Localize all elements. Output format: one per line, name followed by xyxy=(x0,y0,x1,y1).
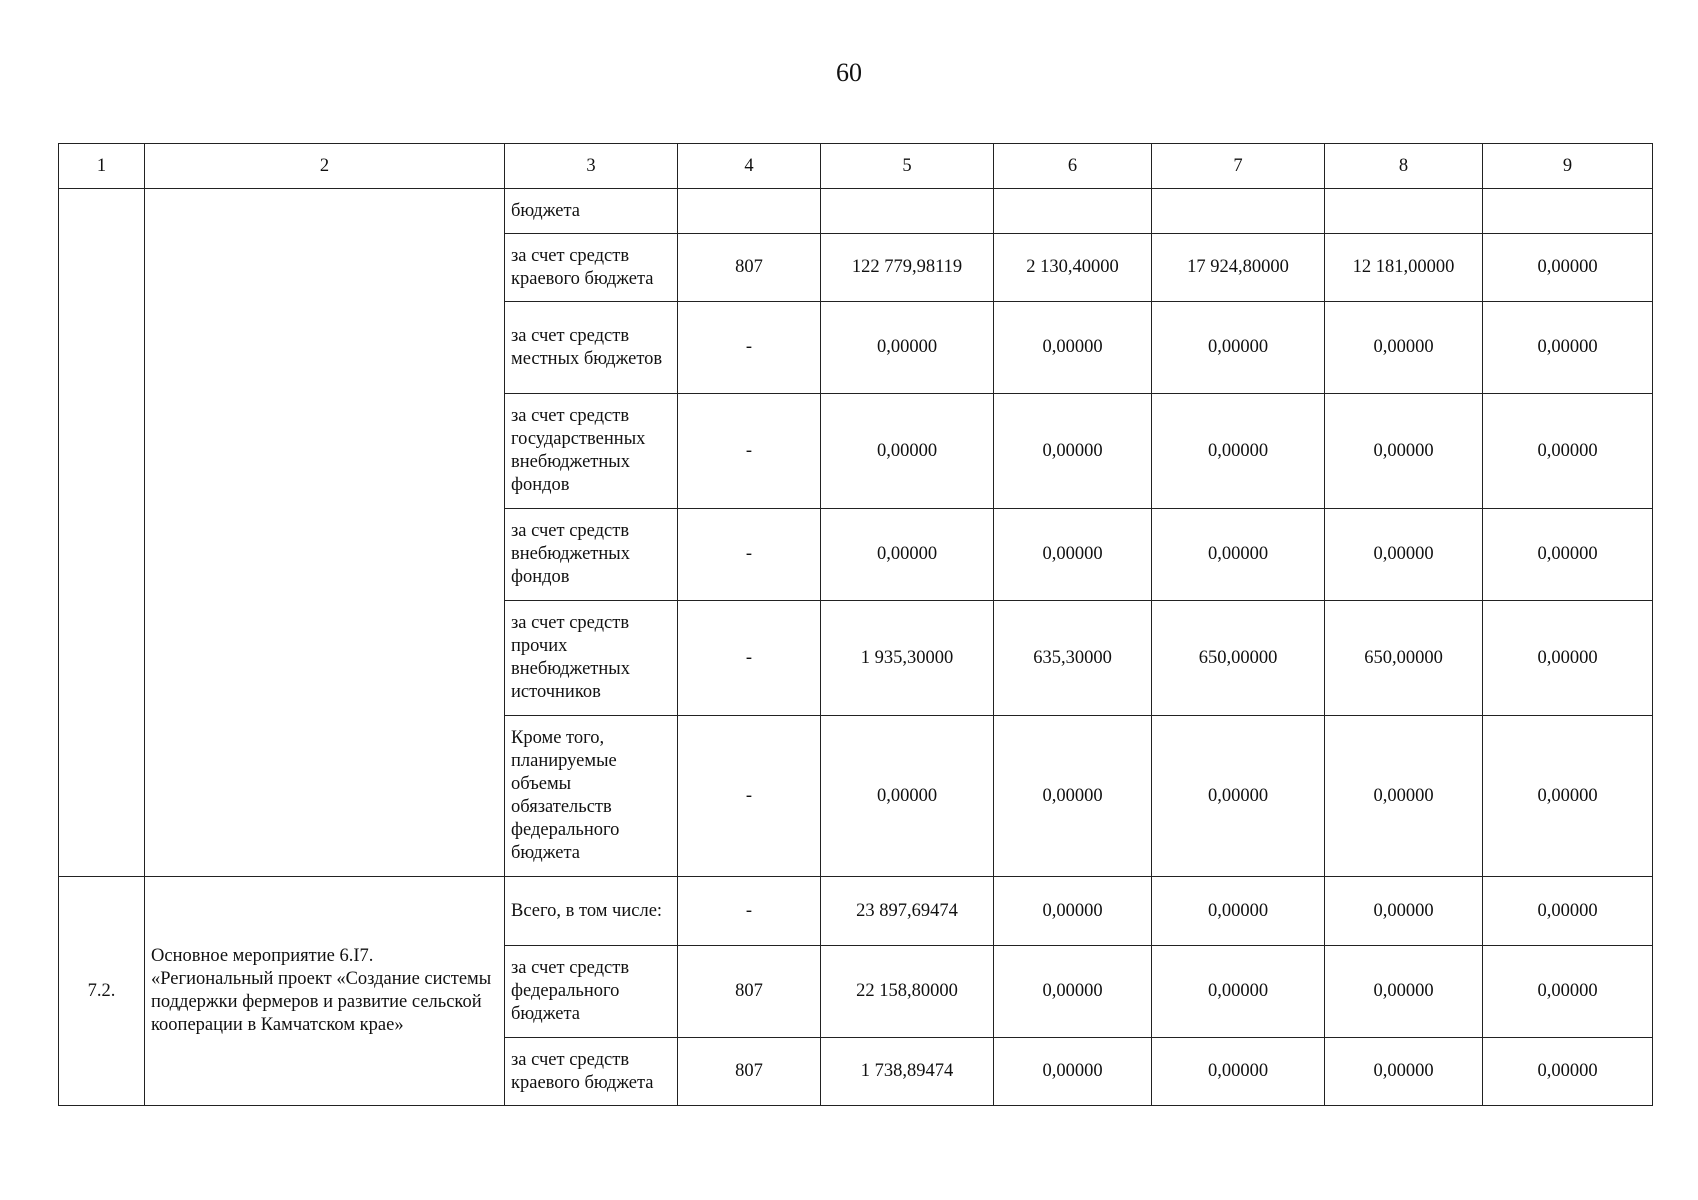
value-cell: 0,00000 xyxy=(821,716,994,877)
source-cell: за счет средств внебюджетных фондов xyxy=(505,509,678,601)
value-cell: 0,00000 xyxy=(1325,509,1483,601)
value-cell: 1 935,30000 xyxy=(821,601,994,716)
code-cell: - xyxy=(678,877,821,946)
code-cell: 807 xyxy=(678,946,821,1038)
column-header: 2 xyxy=(145,144,505,189)
header-row xyxy=(59,144,1653,189)
event-cell: Основное мероприятие 6.I7. «Региональный проект «Создание системы поддержки фермеров и развитие сельской кооперации в Камчатском крае» xyxy=(145,877,505,1106)
value-cell: 17 924,80000 xyxy=(1152,234,1325,302)
value-cell: 650,00000 xyxy=(1325,601,1483,716)
value-cell: 0,00000 xyxy=(1325,302,1483,394)
row-number-cell xyxy=(59,189,145,877)
code-cell: - xyxy=(678,601,821,716)
code-cell: - xyxy=(678,509,821,601)
value-cell: 0,00000 xyxy=(1483,601,1653,716)
code-cell xyxy=(678,189,821,234)
column-header: 1 xyxy=(59,144,145,189)
column-header: 5 xyxy=(821,144,994,189)
value-cell xyxy=(821,189,994,234)
code-cell: - xyxy=(678,302,821,394)
value-cell xyxy=(1152,189,1325,234)
value-cell: 0,00000 xyxy=(1483,946,1653,1038)
column-header: 9 xyxy=(1483,144,1653,189)
value-cell: 0,00000 xyxy=(1325,716,1483,877)
value-cell: 0,00000 xyxy=(994,716,1152,877)
source-cell: за счет средств государственных внебюджетных фондов xyxy=(505,394,678,509)
page-number: 60 xyxy=(836,58,862,87)
value-cell: 12 181,00000 xyxy=(1325,234,1483,302)
value-cell: 0,00000 xyxy=(821,509,994,601)
value-cell: 0,00000 xyxy=(821,394,994,509)
value-cell: 0,00000 xyxy=(1152,1038,1325,1106)
value-cell: 0,00000 xyxy=(1325,394,1483,509)
row-number-cell: 7.2. xyxy=(59,877,145,1106)
value-cell: 22 158,80000 xyxy=(821,946,994,1038)
column-header: 6 xyxy=(994,144,1152,189)
column-header: 3 xyxy=(505,144,678,189)
value-cell: 1 738,89474 xyxy=(821,1038,994,1106)
column-header: 8 xyxy=(1325,144,1483,189)
value-cell: 0,00000 xyxy=(1483,394,1653,509)
value-cell: 0,00000 xyxy=(994,509,1152,601)
value-cell: 0,00000 xyxy=(1152,394,1325,509)
value-cell xyxy=(1483,189,1653,234)
column-header: 7 xyxy=(1152,144,1325,189)
source-cell: за счет средств краевого бюджета xyxy=(505,234,678,302)
value-cell: 0,00000 xyxy=(1152,509,1325,601)
budget-table xyxy=(58,143,1653,1106)
source-cell: за счет средств прочих внебюджетных источников xyxy=(505,601,678,716)
code-cell: - xyxy=(678,394,821,509)
value-cell: 0,00000 xyxy=(994,394,1152,509)
value-cell: 650,00000 xyxy=(1152,601,1325,716)
value-cell: 0,00000 xyxy=(1325,1038,1483,1106)
source-cell: за счет средств краевого бюджета xyxy=(505,1038,678,1106)
column-header: 4 xyxy=(678,144,821,189)
value-cell: 635,30000 xyxy=(994,601,1152,716)
value-cell: 0,00000 xyxy=(994,877,1152,946)
source-cell: за счет средств местных бюджетов xyxy=(505,302,678,394)
value-cell: 0,00000 xyxy=(821,302,994,394)
code-cell: - xyxy=(678,716,821,877)
value-cell: 0,00000 xyxy=(1483,302,1653,394)
source-cell: за счет средств федерального бюджета xyxy=(505,946,678,1038)
value-cell: 0,00000 xyxy=(1483,716,1653,877)
value-cell: 0,00000 xyxy=(1152,946,1325,1038)
value-cell: 0,00000 xyxy=(1483,234,1653,302)
value-cell: 0,00000 xyxy=(994,302,1152,394)
source-cell: Кроме того, планируемые объемы обязательств федерального бюджета xyxy=(505,716,678,877)
value-cell: 0,00000 xyxy=(1325,946,1483,1038)
value-cell: 0,00000 xyxy=(1483,877,1653,946)
code-cell: 807 xyxy=(678,1038,821,1106)
value-cell xyxy=(1325,189,1483,234)
source-cell: Всего, в том числе: xyxy=(505,877,678,946)
event-cell xyxy=(145,189,505,877)
source-cell: бюджета xyxy=(505,189,678,234)
value-cell: 23 897,69474 xyxy=(821,877,994,946)
code-cell: 807 xyxy=(678,234,821,302)
table-row xyxy=(59,877,1653,946)
value-cell: 2 130,40000 xyxy=(994,234,1152,302)
value-cell xyxy=(994,189,1152,234)
value-cell: 0,00000 xyxy=(1152,877,1325,946)
value-cell: 0,00000 xyxy=(994,1038,1152,1106)
value-cell: 0,00000 xyxy=(994,946,1152,1038)
value-cell: 0,00000 xyxy=(1152,302,1325,394)
value-cell: 0,00000 xyxy=(1483,1038,1653,1106)
value-cell: 0,00000 xyxy=(1483,509,1653,601)
value-cell: 0,00000 xyxy=(1325,877,1483,946)
value-cell: 122 779,98119 xyxy=(821,234,994,302)
value-cell: 0,00000 xyxy=(1152,716,1325,877)
table-row xyxy=(59,189,1653,234)
